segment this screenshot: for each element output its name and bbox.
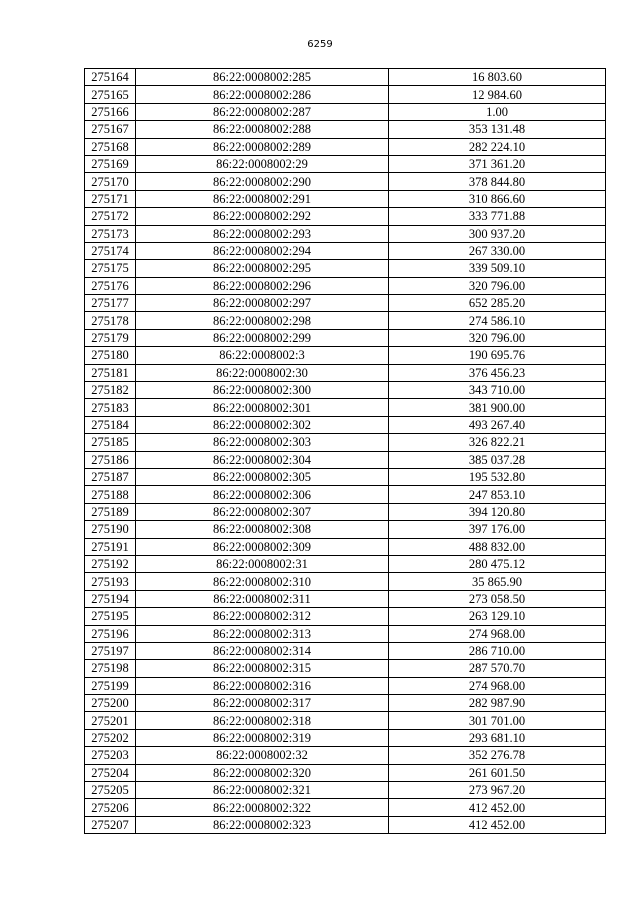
cadastral-number-cell: 86:22:0008002:287 [136,103,389,120]
cadastral-number-cell: 86:22:0008002:301 [136,399,389,416]
cadastral-number-cell: 86:22:0008002:299 [136,329,389,346]
cadastral-value-cell: 397 176.00 [389,521,606,538]
row-number-cell: 275178 [85,312,136,329]
row-number-cell: 275206 [85,799,136,816]
row-number-cell: 275185 [85,434,136,451]
row-number-cell: 275194 [85,590,136,607]
cadastral-number-cell: 86:22:0008002:313 [136,625,389,642]
cadastral-number-cell: 86:22:0008002:302 [136,416,389,433]
cadastral-number-cell: 86:22:0008002:320 [136,764,389,781]
cadastral-number-cell: 86:22:0008002:32 [136,747,389,764]
table-row [85,712,606,729]
table-row [85,468,606,485]
row-number-cell: 275204 [85,764,136,781]
cadastral-number-cell: 86:22:0008002:29 [136,155,389,172]
cadastral-value-cell: 493 267.40 [389,416,606,433]
table-row [85,729,606,746]
cadastral-value-cell: 320 796.00 [389,277,606,294]
cadastral-value-cell: 1.00 [389,103,606,120]
cadastral-value-cell: 381 900.00 [389,399,606,416]
row-number-cell: 275164 [85,69,136,86]
table-row [85,277,606,294]
cadastral-value-cell: 376 456.23 [389,364,606,381]
cadastral-number-cell: 86:22:0008002:296 [136,277,389,294]
row-number-cell: 275192 [85,555,136,572]
row-number-cell: 275174 [85,242,136,259]
cadastral-number-cell: 86:22:0008002:30 [136,364,389,381]
row-number-cell: 275169 [85,155,136,172]
row-number-cell: 275199 [85,677,136,694]
cadastral-number-cell: 86:22:0008002:298 [136,312,389,329]
row-number-cell: 275177 [85,295,136,312]
table-row [85,521,606,538]
table-row [85,138,606,155]
row-number-cell: 275175 [85,260,136,277]
row-number-cell: 275207 [85,816,136,833]
row-number-cell: 275182 [85,382,136,399]
cadastral-value-cell: 35 865.90 [389,573,606,590]
table-row [85,677,606,694]
table-row [85,747,606,764]
row-number-cell: 275183 [85,399,136,416]
row-number-cell: 275197 [85,642,136,659]
row-number-cell: 275181 [85,364,136,381]
cadastral-number-cell: 86:22:0008002:31 [136,555,389,572]
table-row [85,538,606,555]
row-number-cell: 275167 [85,121,136,138]
row-number-cell: 275195 [85,608,136,625]
row-number-cell: 275189 [85,503,136,520]
cadastral-number-cell: 86:22:0008002:318 [136,712,389,729]
cadastral-value-cell: 394 120.80 [389,503,606,520]
cadastral-value-cell: 343 710.00 [389,382,606,399]
table-row [85,608,606,625]
row-number-cell: 275201 [85,712,136,729]
cadastral-value-cell: 333 771.88 [389,208,606,225]
row-number-cell: 275168 [85,138,136,155]
table-row [85,816,606,833]
cadastral-number-cell: 86:22:0008002:294 [136,242,389,259]
cadastral-value-cell: 488 832.00 [389,538,606,555]
cadastral-number-cell: 86:22:0008002:297 [136,295,389,312]
cadastral-value-cell: 293 681.10 [389,729,606,746]
row-number-cell: 275172 [85,208,136,225]
cadastral-value-cell: 300 937.20 [389,225,606,242]
row-number-cell: 275202 [85,729,136,746]
table-row [85,451,606,468]
cadastral-value-cell: 280 475.12 [389,555,606,572]
cadastral-value-cell: 652 285.20 [389,295,606,312]
cadastral-number-cell: 86:22:0008002:300 [136,382,389,399]
page-number: 6259 [307,39,333,50]
table-row [85,208,606,225]
row-number-cell: 275187 [85,468,136,485]
row-number-cell: 275166 [85,103,136,120]
cadastral-number-cell: 86:22:0008002:285 [136,69,389,86]
cadastral-value-cell: 301 701.00 [389,712,606,729]
table-row [85,503,606,520]
row-number-cell: 275186 [85,451,136,468]
table-row [85,312,606,329]
cadastral-number-cell: 86:22:0008002:316 [136,677,389,694]
cadastral-number-cell: 86:22:0008002:3 [136,347,389,364]
cadastral-number-cell: 86:22:0008002:306 [136,486,389,503]
cadastral-value-cell: 195 532.80 [389,468,606,485]
table-row [85,329,606,346]
cadastral-number-cell: 86:22:0008002:319 [136,729,389,746]
table-row [85,590,606,607]
row-number-cell: 275173 [85,225,136,242]
cadastral-number-cell: 86:22:0008002:308 [136,521,389,538]
cadastral-value-cell: 326 822.21 [389,434,606,451]
table-row [85,260,606,277]
cadastral-number-cell: 86:22:0008002:286 [136,86,389,103]
cadastral-number-cell: 86:22:0008002:309 [136,538,389,555]
cadastral-number-cell: 86:22:0008002:310 [136,573,389,590]
table-row [85,555,606,572]
cadastral-value-cell: 287 570.70 [389,660,606,677]
cadastral-number-cell: 86:22:0008002:312 [136,608,389,625]
table-row [85,399,606,416]
cadastral-value-cell: 378 844.80 [389,173,606,190]
cadastral-number-cell: 86:22:0008002:290 [136,173,389,190]
cadastral-value-cell: 273 967.20 [389,782,606,799]
row-number-cell: 275198 [85,660,136,677]
cadastral-value-cell: 282 224.10 [389,138,606,155]
cadastral-number-cell: 86:22:0008002:321 [136,782,389,799]
cadastral-number-cell: 86:22:0008002:317 [136,695,389,712]
cadastral-value-cell: 352 276.78 [389,747,606,764]
table-row [85,660,606,677]
cadastral-value-cell: 339 509.10 [389,260,606,277]
table-row [85,173,606,190]
row-number-cell: 275188 [85,486,136,503]
cadastral-value-cell: 274 586.10 [389,312,606,329]
cadastral-value-cell: 274 968.00 [389,625,606,642]
cadastral-number-cell: 86:22:0008002:292 [136,208,389,225]
row-number-cell: 275184 [85,416,136,433]
row-number-cell: 275170 [85,173,136,190]
table-row [85,695,606,712]
cadastral-value-cell: 267 330.00 [389,242,606,259]
table-row [85,86,606,103]
table-row [85,573,606,590]
cadastral-value-cell: 353 131.48 [389,121,606,138]
row-number-cell: 275190 [85,521,136,538]
cadastral-number-cell: 86:22:0008002:307 [136,503,389,520]
row-number-cell: 275179 [85,329,136,346]
cadastral-number-cell: 86:22:0008002:305 [136,468,389,485]
row-number-cell: 275200 [85,695,136,712]
cadastral-value-cell: 273 058.50 [389,590,606,607]
row-number-cell: 275203 [85,747,136,764]
table-row [85,434,606,451]
cadastral-number-cell: 86:22:0008002:293 [136,225,389,242]
cadastral-number-cell: 86:22:0008002:295 [136,260,389,277]
table-row [85,782,606,799]
cadastral-value-cell: 261 601.50 [389,764,606,781]
cadastral-value-cell: 190 695.76 [389,347,606,364]
table-row [85,155,606,172]
cadastral-number-cell: 86:22:0008002:289 [136,138,389,155]
table-row [85,625,606,642]
cadastral-value-cell: 371 361.20 [389,155,606,172]
cadastral-number-cell: 86:22:0008002:304 [136,451,389,468]
table-row [85,69,606,86]
table-row [85,364,606,381]
cadastral-value-cell: 16 803.60 [389,69,606,86]
cadastral-number-cell: 86:22:0008002:323 [136,816,389,833]
cadastral-value-cell: 286 710.00 [389,642,606,659]
table-row [85,190,606,207]
cadastral-value-cell: 412 452.00 [389,799,606,816]
cadastral-number-cell: 86:22:0008002:314 [136,642,389,659]
cadastral-value-cell: 263 129.10 [389,608,606,625]
cadastral-value-table [84,68,606,834]
row-number-cell: 275180 [85,347,136,364]
row-number-cell: 275191 [85,538,136,555]
table-row [85,416,606,433]
cadastral-value-cell: 320 796.00 [389,329,606,346]
table-row [85,642,606,659]
table-row [85,242,606,259]
cadastral-number-cell: 86:22:0008002:322 [136,799,389,816]
table-row [85,764,606,781]
table-row [85,225,606,242]
row-number-cell: 275165 [85,86,136,103]
table-row [85,295,606,312]
row-number-cell: 275171 [85,190,136,207]
cadastral-value-cell: 282 987.90 [389,695,606,712]
table-row [85,103,606,120]
cadastral-value-cell: 385 037.28 [389,451,606,468]
cadastral-value-cell: 310 866.60 [389,190,606,207]
row-number-cell: 275196 [85,625,136,642]
row-number-cell: 275176 [85,277,136,294]
cadastral-number-cell: 86:22:0008002:291 [136,190,389,207]
table-row [85,121,606,138]
cadastral-number-cell: 86:22:0008002:303 [136,434,389,451]
cadastral-number-cell: 86:22:0008002:311 [136,590,389,607]
cadastral-value-cell: 274 968.00 [389,677,606,694]
cadastral-value-cell: 12 984.60 [389,86,606,103]
table-row [85,382,606,399]
row-number-cell: 275205 [85,782,136,799]
table-row [85,799,606,816]
cadastral-value-cell: 247 853.10 [389,486,606,503]
table-row [85,347,606,364]
cadastral-value-cell: 412 452.00 [389,816,606,833]
table-body [85,69,606,834]
table-row [85,486,606,503]
cadastral-number-cell: 86:22:0008002:288 [136,121,389,138]
row-number-cell: 275193 [85,573,136,590]
cadastral-number-cell: 86:22:0008002:315 [136,660,389,677]
